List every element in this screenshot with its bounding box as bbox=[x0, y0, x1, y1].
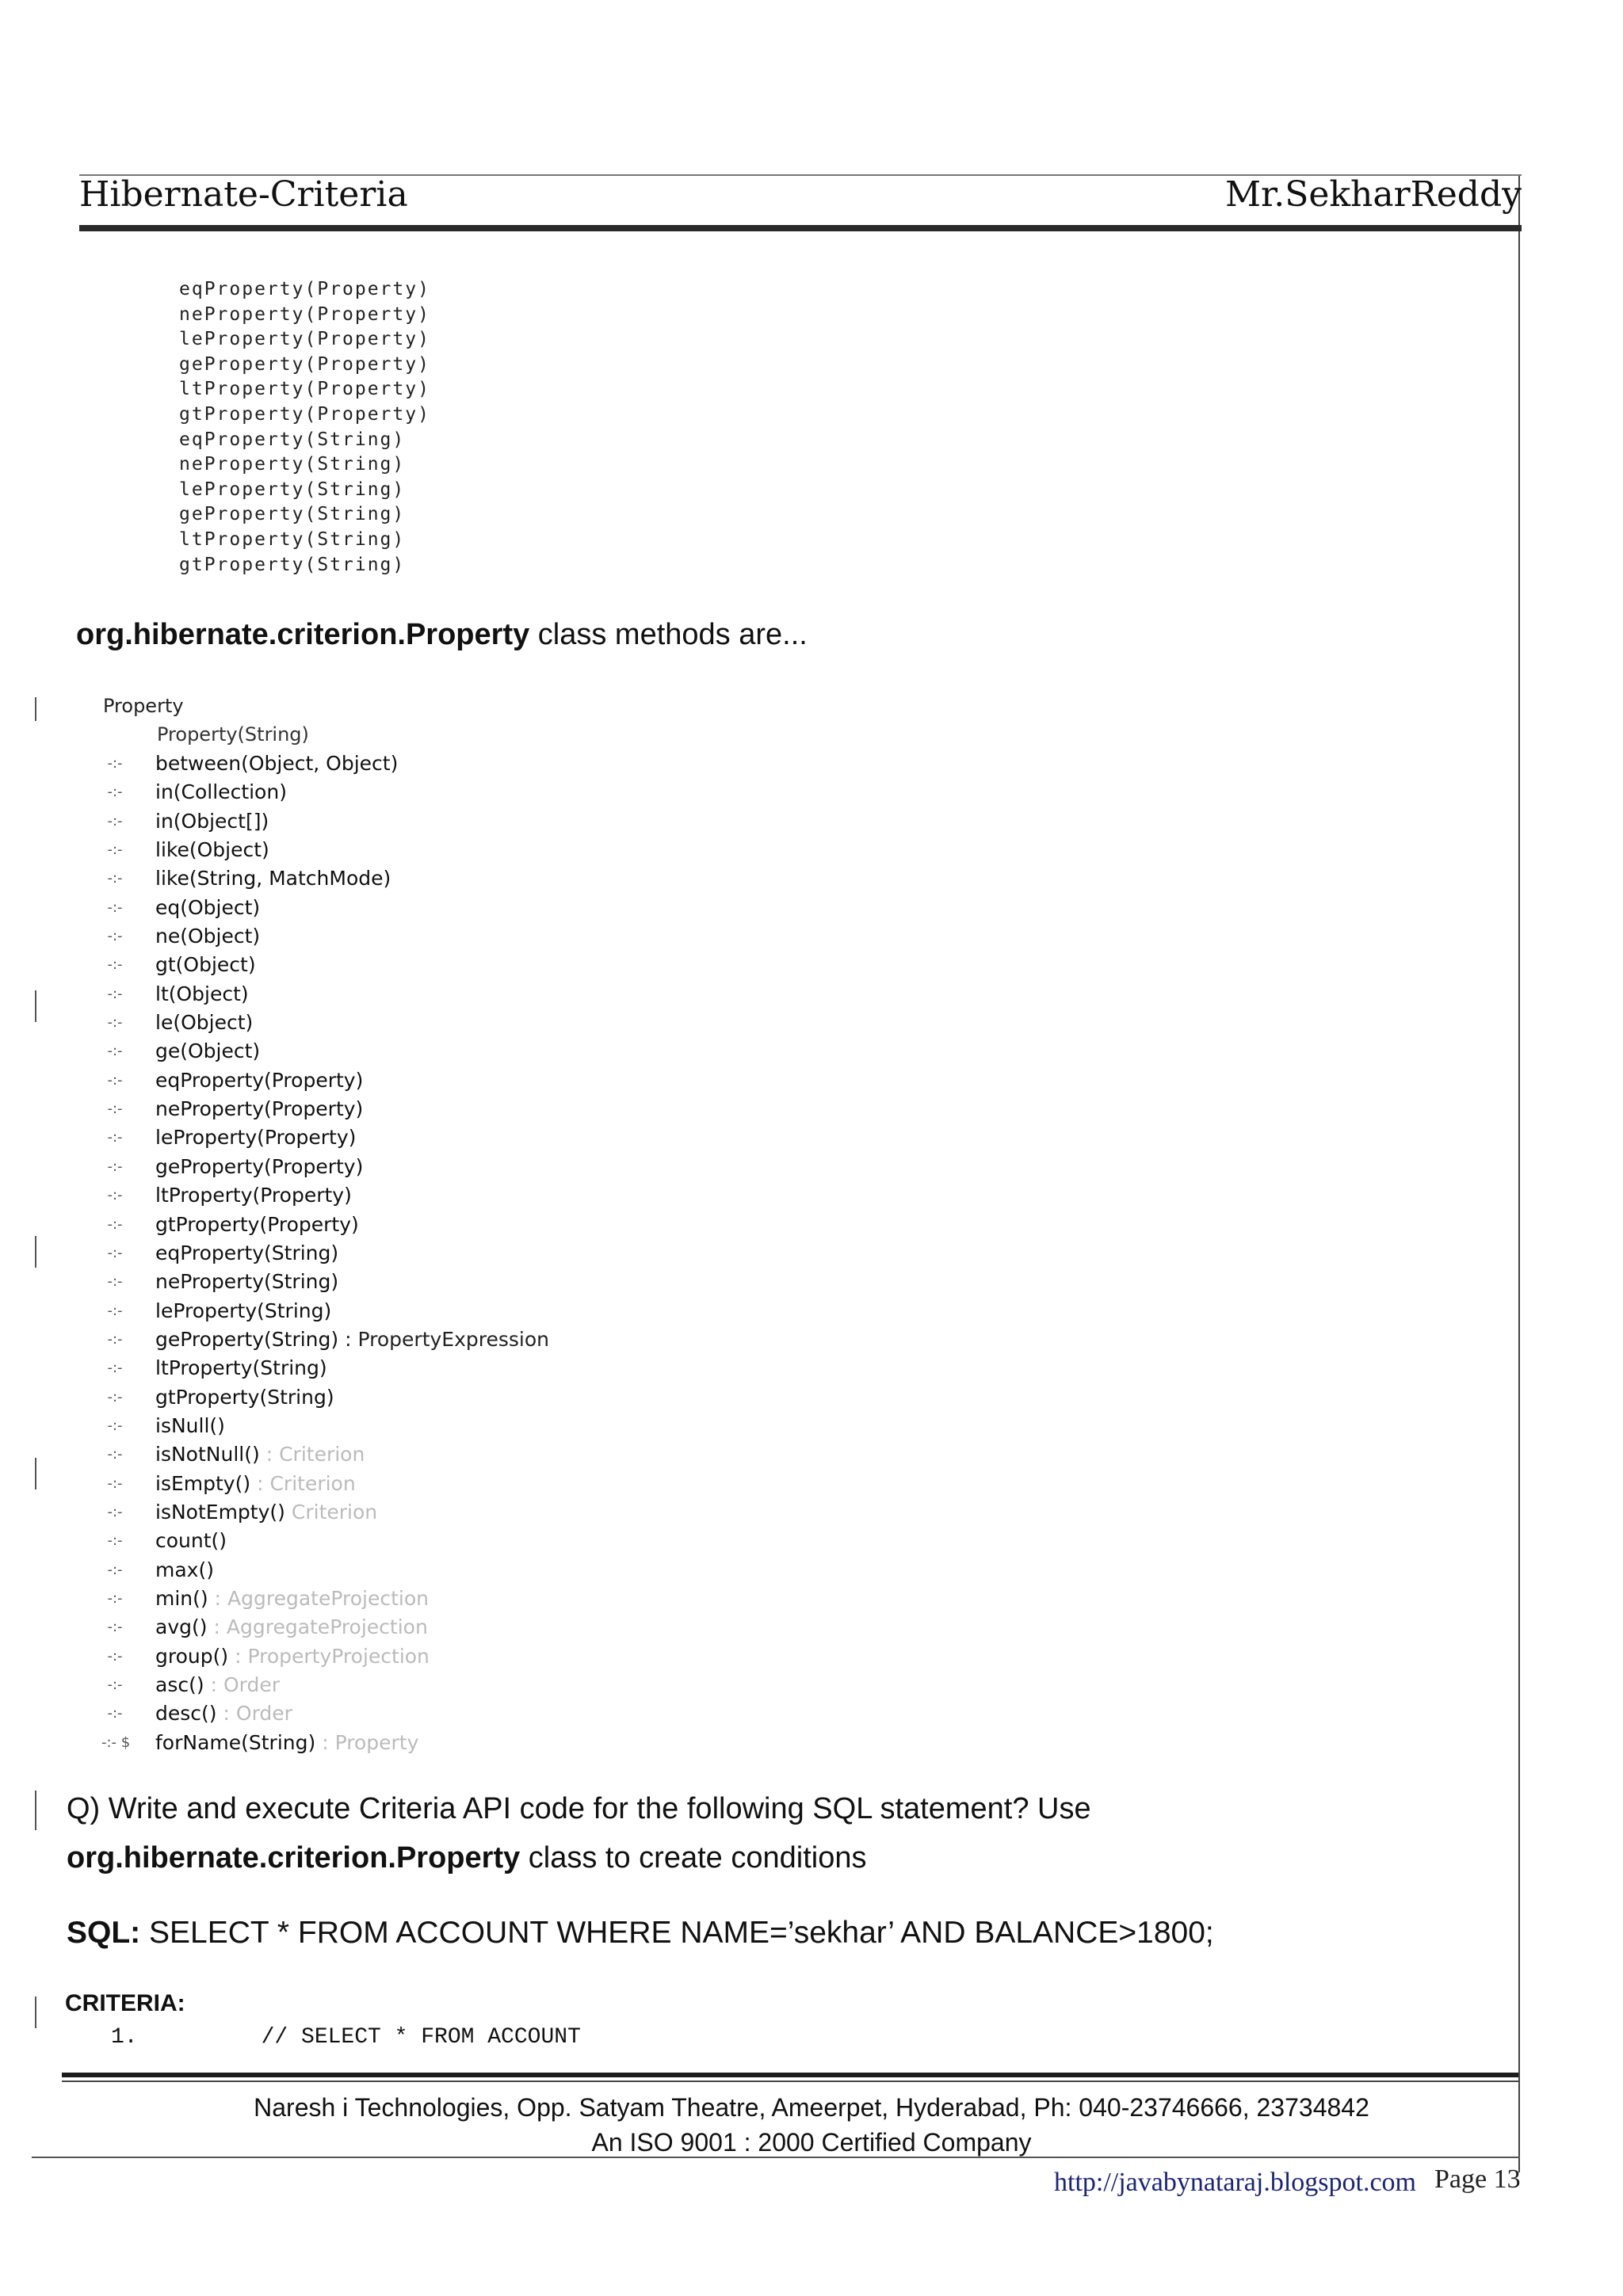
property-method-item: geProperty(String) bbox=[179, 504, 406, 525]
method-signature: min() bbox=[155, 1586, 208, 1610]
outline-method-row bbox=[101, 1412, 549, 1440]
method-visibility-icon: -:- bbox=[107, 1100, 123, 1118]
method-signature: geProperty(Property) bbox=[155, 1154, 364, 1178]
outline-method-row bbox=[101, 1095, 549, 1123]
scan-margin-mark bbox=[35, 1458, 36, 1489]
document-title: Hibernate-Criteria bbox=[79, 174, 408, 215]
method-signature: gtProperty(Property) bbox=[155, 1212, 359, 1236]
method-signature: eq(Object) bbox=[155, 895, 261, 919]
question-line-1: Q) Write and execute Criteria API code for the following SQL statement? Use bbox=[67, 1792, 1091, 1825]
outline-method-row bbox=[101, 1066, 549, 1095]
method-visibility-icon: -:- bbox=[107, 1273, 123, 1291]
method-visibility-icon: -:- bbox=[107, 1589, 123, 1607]
property-method-item: ltProperty(String) bbox=[179, 528, 406, 550]
outline-method-row bbox=[101, 1556, 549, 1585]
method-signature: isEmpty() bbox=[155, 1471, 251, 1495]
sql-statement bbox=[67, 1916, 1214, 1951]
method-signature: gt(Object) bbox=[155, 953, 256, 977]
property-method-item: neProperty(Property) bbox=[179, 303, 430, 325]
property-method-item: neProperty(String) bbox=[179, 454, 406, 475]
outline-method-row bbox=[101, 1699, 549, 1728]
outline-method-row bbox=[101, 1181, 549, 1210]
intro-paragraph bbox=[76, 618, 808, 652]
method-signature: ltProperty(Property) bbox=[155, 1184, 352, 1207]
method-visibility-icon: -:- bbox=[107, 1474, 123, 1492]
method-return-type: Criterion bbox=[291, 1500, 378, 1524]
method-visibility-icon: -:- bbox=[107, 1360, 123, 1377]
method-visibility-icon: -:- bbox=[107, 841, 123, 859]
outline-method-row bbox=[101, 1325, 549, 1354]
method-signature: group() bbox=[155, 1644, 229, 1668]
code-line-number: 1. bbox=[111, 2025, 138, 2050]
outline-method-row bbox=[101, 1585, 549, 1613]
outline-method-row bbox=[101, 1009, 549, 1037]
method-visibility-icon: -:- bbox=[107, 1330, 123, 1348]
header-rule bbox=[79, 225, 1522, 231]
method-signature: ge(Object) bbox=[155, 1039, 261, 1063]
blog-url[interactable]: http://javabynataraj.blogspot.com bbox=[1054, 2168, 1417, 2197]
outline-method-row bbox=[101, 1671, 549, 1699]
method-return-type: : Order bbox=[223, 1702, 292, 1726]
outline-method-row bbox=[101, 807, 549, 836]
code-line-1 bbox=[111, 2025, 581, 2050]
method-visibility-icon: -:- bbox=[107, 755, 123, 772]
method-visibility-icon: -:- bbox=[107, 985, 123, 1002]
outline-method-row bbox=[101, 1354, 549, 1383]
outline-method-row bbox=[101, 894, 549, 922]
method-signature: isNotEmpty() bbox=[155, 1500, 285, 1524]
outline-method-row bbox=[101, 1527, 549, 1555]
outline-method-row bbox=[101, 1440, 549, 1469]
outline-constructor: Property(String) bbox=[157, 723, 309, 746]
method-signature: leProperty(String) bbox=[155, 1299, 332, 1322]
method-signature: max() bbox=[155, 1558, 214, 1581]
method-signature: desc() bbox=[155, 1702, 217, 1726]
method-visibility-icon: -:- bbox=[107, 1561, 123, 1578]
outline-method-row bbox=[101, 1239, 549, 1268]
method-return-type: : PropertyExpression bbox=[345, 1327, 550, 1351]
property-method-list bbox=[179, 277, 430, 578]
outline-method-row bbox=[101, 980, 549, 1009]
scan-margin-mark bbox=[35, 697, 36, 721]
outline-method-row bbox=[101, 951, 549, 979]
method-signature: like(Object) bbox=[155, 838, 269, 862]
method-visibility-icon: -:- bbox=[107, 1071, 123, 1089]
method-visibility-icon: -:- $ bbox=[101, 1733, 131, 1751]
outline-method-row bbox=[101, 1153, 549, 1181]
property-method-item: leProperty(Property) bbox=[179, 329, 430, 350]
method-signature: neProperty(String) bbox=[155, 1270, 339, 1294]
outline-method-row bbox=[101, 864, 549, 893]
scan-margin-mark bbox=[35, 1997, 36, 2028]
method-return-type: : PropertyProjection bbox=[235, 1644, 430, 1668]
outline-method-row bbox=[101, 1211, 549, 1239]
method-signature: avg() bbox=[155, 1615, 208, 1639]
property-method-item: leProperty(String) bbox=[179, 479, 406, 500]
method-return-type: : Property bbox=[322, 1730, 419, 1754]
property-method-item: gtProperty(String) bbox=[179, 554, 406, 575]
outline-method-row bbox=[101, 1470, 549, 1498]
method-signature: asc() bbox=[155, 1673, 204, 1696]
property-method-item: eqProperty(String) bbox=[179, 429, 406, 450]
outline-method-row bbox=[101, 1613, 549, 1642]
method-signature: in(Object[]) bbox=[155, 809, 269, 833]
criteria-label: CRITERIA: bbox=[65, 1990, 185, 2016]
scan-margin-mark bbox=[35, 1236, 36, 1268]
outline-method-row bbox=[101, 1383, 549, 1412]
method-signature: ltProperty(String) bbox=[155, 1356, 327, 1380]
outline-method-row bbox=[101, 749, 549, 778]
method-visibility-icon: -:- bbox=[107, 1014, 123, 1032]
author-name: Mr.SekharReddy bbox=[1224, 174, 1522, 215]
method-return-type: : AggregateProjection bbox=[214, 1586, 429, 1610]
outline-method-row bbox=[101, 1268, 549, 1296]
method-signature: gtProperty(String) bbox=[155, 1385, 334, 1409]
method-visibility-icon: -:- bbox=[107, 1619, 123, 1636]
method-signature: le(Object) bbox=[155, 1011, 254, 1035]
footer-box-line bbox=[32, 2157, 1520, 2158]
method-visibility-icon: -:- bbox=[107, 784, 123, 801]
method-visibility-icon: -:- bbox=[107, 1446, 123, 1463]
method-visibility-icon: -:- bbox=[107, 956, 123, 974]
outline-method-row bbox=[101, 1123, 549, 1152]
method-visibility-icon: -:- bbox=[107, 812, 123, 830]
code-line-text: // SELECT * FROM ACCOUNT bbox=[261, 2025, 581, 2050]
method-signature: count() bbox=[155, 1529, 227, 1553]
method-return-type: : Criterion bbox=[265, 1443, 365, 1466]
method-signature: like(String, MatchMode) bbox=[155, 867, 391, 891]
outline-method-row bbox=[101, 1729, 549, 1757]
method-signature: leProperty(Property) bbox=[155, 1126, 357, 1150]
sql-text: SELECT * FROM ACCOUNT WHERE NAME=’sekhar’ AND BALANCE>1800; bbox=[140, 1916, 1214, 1950]
scan-margin-mark bbox=[35, 990, 36, 1022]
method-return-type: : AggregateProjection bbox=[213, 1615, 428, 1639]
outline-class-label: Property bbox=[103, 695, 184, 717]
property-method-item: gtProperty(Property) bbox=[179, 403, 430, 425]
method-return-type: : Order bbox=[210, 1673, 281, 1696]
method-visibility-icon: -:- bbox=[107, 1388, 123, 1405]
method-visibility-icon: -:- bbox=[107, 1532, 123, 1550]
method-visibility-icon: -:- bbox=[107, 1705, 123, 1722]
sql-label: SQL: bbox=[67, 1916, 141, 1950]
method-signature: ne(Object) bbox=[155, 925, 261, 948]
page-number: Page 13 bbox=[1434, 2164, 1521, 2194]
method-visibility-icon: -:- bbox=[107, 1043, 123, 1060]
question-line-2-rest: class to create conditions bbox=[520, 1841, 867, 1875]
method-visibility-icon: -:- bbox=[107, 1676, 123, 1693]
outline-method-row bbox=[101, 1297, 549, 1325]
method-visibility-icon: -:- bbox=[107, 1417, 123, 1434]
question-class-name: org.hibernate.criterion.Property bbox=[67, 1841, 521, 1875]
class-outline-methods bbox=[101, 749, 549, 1757]
outline-method-row bbox=[101, 922, 549, 951]
outline-method-row bbox=[101, 1498, 549, 1527]
page-header bbox=[79, 173, 1522, 222]
footer-rule-thin bbox=[62, 2081, 1518, 2082]
method-visibility-icon: -:- bbox=[107, 870, 123, 887]
method-visibility-icon: -:- bbox=[107, 1302, 123, 1319]
method-signature: geProperty(String) bbox=[155, 1327, 339, 1351]
method-signature: isNotNull() bbox=[155, 1443, 260, 1466]
method-signature: isNull() bbox=[155, 1413, 225, 1437]
method-return-type: : Criterion bbox=[257, 1471, 356, 1495]
method-visibility-icon: -:- bbox=[107, 1503, 123, 1520]
method-signature: forName(String) bbox=[155, 1730, 316, 1754]
outline-method-row bbox=[101, 1642, 549, 1671]
intro-class-name: org.hibernate.criterion.Property bbox=[76, 618, 530, 651]
method-visibility-icon: -:- bbox=[107, 898, 123, 916]
method-visibility-icon: -:- bbox=[107, 928, 123, 945]
question-line-2 bbox=[67, 1841, 866, 1875]
method-signature: lt(Object) bbox=[155, 982, 249, 1005]
outline-method-row bbox=[101, 778, 549, 807]
property-method-item: ltProperty(Property) bbox=[179, 379, 430, 400]
method-visibility-icon: -:- bbox=[107, 1647, 123, 1665]
footer-iso: An ISO 9001 : 2000 Certified Company bbox=[591, 2128, 1032, 2157]
outline-method-row bbox=[101, 836, 549, 864]
method-signature: in(Collection) bbox=[155, 780, 287, 804]
method-visibility-icon: -:- bbox=[107, 1158, 123, 1175]
method-signature: eqProperty(String) bbox=[155, 1241, 339, 1264]
intro-rest: class methods are... bbox=[529, 618, 808, 651]
method-signature: neProperty(Property) bbox=[155, 1097, 364, 1121]
scan-margin-mark bbox=[35, 1791, 36, 1830]
property-method-item: geProperty(Property) bbox=[179, 353, 430, 375]
page-border-right bbox=[1518, 176, 1520, 2172]
method-visibility-icon: -:- bbox=[107, 1187, 123, 1204]
method-visibility-icon: -:- bbox=[107, 1215, 123, 1233]
method-signature: between(Object, Object) bbox=[155, 752, 399, 775]
footer-address: Naresh i Technologies, Opp. Satyam Theatre, Ameerpet, Hyderabad, Ph: 040-23746666, 23734842 bbox=[254, 2093, 1369, 2122]
property-method-item: eqProperty(Property) bbox=[179, 279, 430, 299]
footer-rule bbox=[62, 2073, 1518, 2077]
method-visibility-icon: -:- bbox=[107, 1244, 123, 1261]
method-signature: eqProperty(Property) bbox=[155, 1068, 364, 1092]
method-visibility-icon: -:- bbox=[107, 1129, 123, 1146]
outline-method-row bbox=[101, 1037, 549, 1066]
